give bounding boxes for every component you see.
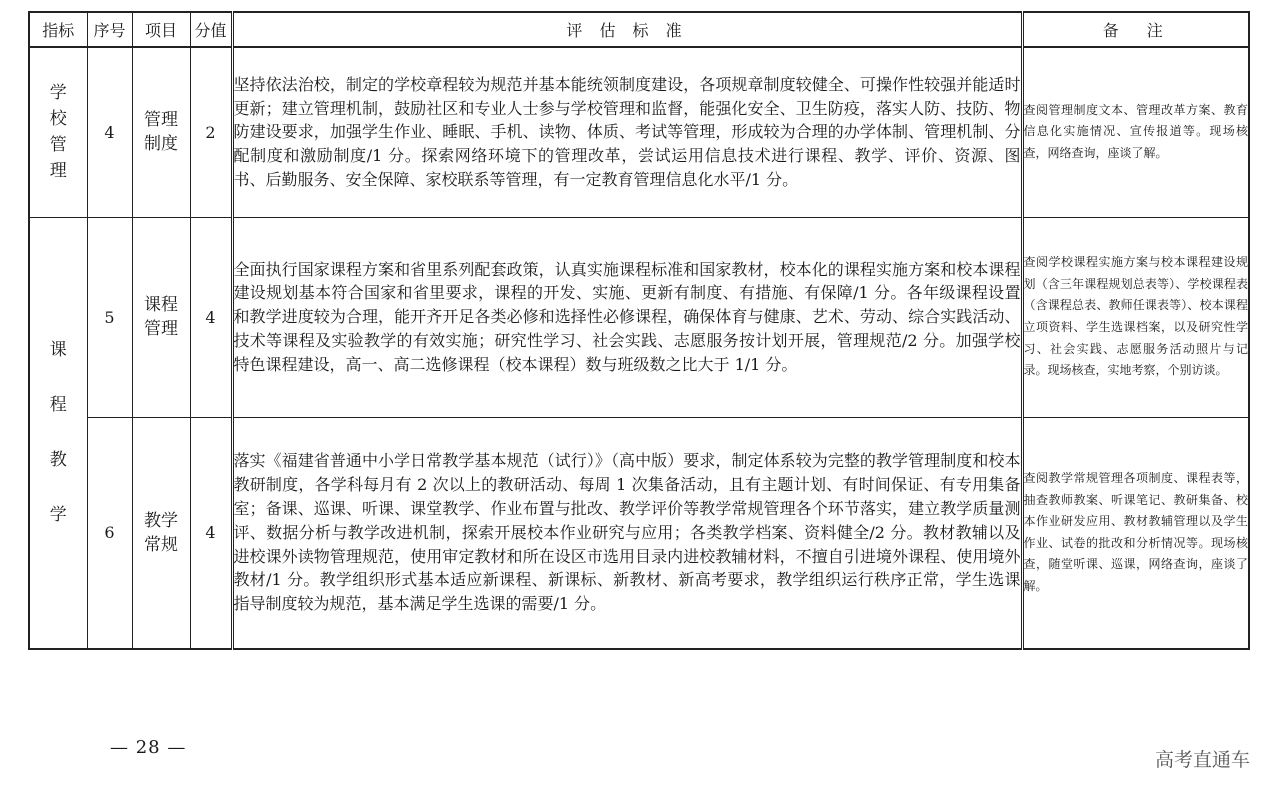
seq-cell: 5 [87, 217, 132, 417]
standard-text: 坚持依法治校，制定的学校章程较为规范并基本能统领制度建设，各项规章制度较健全、可操作性较强并能适时更新；建立管理机制，鼓励社区和专业人士参与学校管理和监督，能强化安全、卫生防疫，落实人防、技防、物防建设要求，加强学生作业、睡眠、手机、读物、体质、考试等管理，形成较为合理的办学体制、管理机制、分配制度和激励制度/1 分。探索网络环境下的管理改革，尝试运用信息技术进行课程、教学、评价、资源、图书、后勤服务、安全保障、家校联系等管理，有一定教育管理信息化水平/1 分。 [233, 74, 1021, 189]
item-cell [132, 47, 190, 217]
indicator-cell [29, 217, 87, 649]
header-indicator: 指标 [29, 12, 87, 47]
evaluation-table [28, 11, 1250, 650]
indicator-label: 学校管理 [49, 83, 67, 182]
header-row [29, 12, 1249, 47]
header-seq: 序号 [87, 12, 132, 47]
header-item: 项目 [132, 12, 190, 47]
remark-text: 查阅教学常规管理各项制度、课程表等，抽查教师教案、听课笔记、教研集备、校本作业研发应用、教材教辅管理以及学生作业、试卷的批改和分析情况等。现场核查，随堂听课、巡课，网络查询，座谈了解。 [1023, 470, 1248, 593]
seq-cell: 4 [87, 47, 132, 217]
score-cell: 2 [190, 47, 232, 217]
standard-text: 全面执行国家课程方案和省里系列配套政策，认真实施课程标准和国家教材，校本化的课程实施方案和校本课程建设规划基本符合国家和省里要求，课程的开发、实施、更新有制度、有措施、有保障/1 分。各年级课程设置和教学进度较为合理，能开齐开足各类必修和选择性必修课程，确保体育与健康、艺术、劳动、综合实践活动、技术等课程及实验教学的有效实施；研究性学习、社会实践、志愿服务按计划开展，管理规范/2 分。加强学校特色课程建设，高一、高二选修课程（校本课程）数与班级数之比大于 1/1 分。 [233, 259, 1021, 374]
standard-cell [232, 217, 1022, 417]
table-row [29, 417, 1249, 649]
standard-cell [232, 417, 1022, 649]
standard-cell [232, 47, 1022, 217]
remark-text: 查阅管理制度文本、管理改革方案、教育信息化实施情况、宣传报道等。现场核查，网络查询，座谈了解。 [1023, 102, 1248, 161]
page-number: — 28 — [110, 737, 187, 758]
indicator-label: 课程教学 [49, 339, 67, 525]
item-label: 教学常规 [144, 510, 178, 555]
table-row [29, 47, 1249, 217]
table-row [29, 217, 1249, 417]
indicator-cell [29, 47, 87, 217]
item-cell [132, 217, 190, 417]
remark-cell [1022, 417, 1249, 649]
header-standard: 评 估 标 准 [232, 12, 1022, 47]
remark-cell [1022, 47, 1249, 217]
watermark-text: 高考直通车 [1154, 749, 1250, 771]
remark-text: 查阅学校课程实施方案与校本课程建设规划（含三年课程规划总表等）、学校课程表（含课程总表、教师任课表等）、校本课程立项资料、学生选课档案，以及研究性学习、社会实践、志愿服务活动照片与记录。现场核查，实地考察，个别访谈。 [1023, 255, 1248, 378]
standard-text: 落实《福建省普通中小学日常教学基本规范（试行）》（高中版）要求，制定体系较为完整的教学管理制度和校本教研制度，各学科每月有 2 次以上的教研活动、每周 1 次集备活动，且有主题计划、有时间保证、有专用集备室；备课、巡课、听课、课堂教学、作业布置与批改、教学评价等教学常规管理各个环节落实，建立教学质量测评、数据分析与教学改进机制，探索开展校本作业研究与应用；各类教学档案、资料健全/2 分。教材教辅以及进校课外读物管理规范，使用审定教材和所在设区市选用目录内进校教辅材料，不擅自引进境外课程、使用境外教材/1 分。教学组织形式基本适应新课程、新课标、新教材、新高考要求，教学组织运行秩序正常，学生选课指导制度较为规范，基本满足学生选课的需要/1 分。 [233, 451, 1021, 614]
header-remark: 备 注 [1022, 12, 1249, 47]
score-cell: 4 [190, 417, 232, 649]
seq-cell: 6 [87, 417, 132, 649]
remark-cell [1022, 217, 1249, 417]
item-label: 课程管理 [144, 295, 178, 339]
header-score: 分值 [190, 12, 232, 47]
score-cell: 4 [190, 217, 232, 417]
item-label: 管理制度 [144, 110, 178, 155]
item-cell [132, 417, 190, 649]
